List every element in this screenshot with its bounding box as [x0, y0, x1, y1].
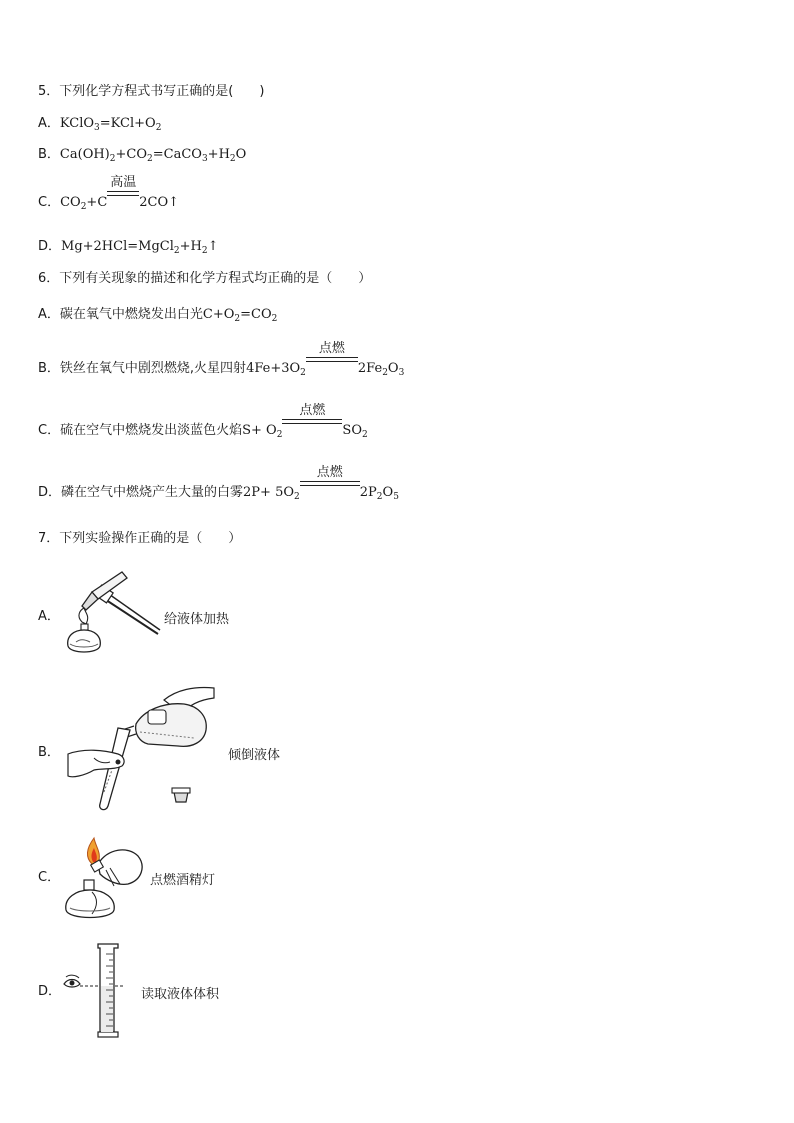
q6-b-right: $2Fe_2O_3$ [357, 360, 405, 378]
q6-a-equation: $C+O_2=CO_2$ [202, 307, 278, 324]
q5-option-a [38, 115, 161, 137]
q5-c-label: C． [38, 194, 61, 210]
q7-b-label: B． [38, 745, 60, 760]
q6-d-text: 磷在空气中燃烧产生大量的白雾 [61, 484, 244, 500]
q5-stem: 5．下列化学方程式书写正确的是( ) [38, 84, 265, 99]
q6-b-condition: 点燃 [318, 341, 345, 356]
q7-d-label: D． [38, 984, 62, 999]
q5-b-label: B． [38, 147, 60, 162]
q5-c-left: $CO_2+C$ [60, 194, 108, 212]
q5-d-equation: $Mg+2HCl=MgCl_2+H_2↑$ [61, 239, 219, 256]
q7-stem: 7．下列实验操作正确的是（ ） [38, 531, 242, 546]
q6-b-label: B． [38, 360, 60, 376]
q6-option-d [38, 465, 399, 502]
heating-liquid-illustration [60, 566, 170, 666]
q6-c-text: 硫在空气中燃烧发出淡蓝色火焰 [60, 422, 243, 438]
q5-option-c [38, 175, 180, 212]
q7-c-caption: 点燃酒精灯 [150, 873, 216, 888]
q6-c-arrow [282, 404, 342, 424]
q7-a-label: A． [38, 609, 60, 624]
q6-b-text: 铁丝在氧气中剧烈燃烧,火星四射 [59, 360, 247, 376]
q6-c-right: $SO_2$ [342, 422, 368, 440]
pouring-liquid-illustration [64, 684, 224, 814]
q6-a-text: 碳在氧气中燃烧发出白光 [59, 307, 203, 322]
q6-b-arrow [306, 342, 358, 362]
q5-option-d [38, 238, 219, 260]
q6-d-condition: 点燃 [316, 465, 343, 480]
q7-b-caption: 倾倒液体 [228, 748, 281, 763]
q6-c-label: C． [38, 422, 61, 438]
q6-b-left: $4Fe+3O_2$ [246, 360, 306, 378]
reading-volume-illustration [60, 940, 140, 1040]
q7-c-label: C． [38, 870, 61, 885]
q7-d-caption: 读取液体体积 [141, 987, 220, 1002]
q6-d-right: $2P_2O_5$ [359, 484, 399, 502]
q5-b-equation: $Ca(OH)_2+CO_2=CaCO_3+H_2O$ [59, 147, 247, 164]
lighting-alcohol-lamp-illustration [62, 834, 150, 930]
q5-c-condition: 高温 [110, 175, 137, 190]
q5-option-b [38, 146, 246, 168]
q6-option-b [38, 341, 405, 378]
q6-d-arrow [300, 466, 360, 486]
q6-d-label: D． [38, 484, 62, 500]
q6-c-condition: 点燃 [299, 403, 326, 418]
q5-d-label: D． [38, 239, 62, 254]
q5-c-arrow [107, 176, 139, 196]
q6-d-left: $2P+ 5O_2$ [243, 484, 300, 502]
q6-a-label: A． [38, 307, 60, 322]
q6-c-left: $S+ O_2$ [242, 422, 283, 440]
q6-option-c [38, 403, 368, 440]
q5-a-equation: $KClO_3=KCl+O_2$ [59, 116, 162, 133]
q5-a-label: A． [38, 116, 60, 131]
q6-stem: 6．下列有关现象的描述和化学方程式均正确的是（ ） [38, 271, 372, 286]
q6-option-a [38, 306, 277, 328]
q7-a-caption: 给液体加热 [164, 612, 230, 627]
q5-c-right: 2CO↑ [139, 194, 180, 210]
